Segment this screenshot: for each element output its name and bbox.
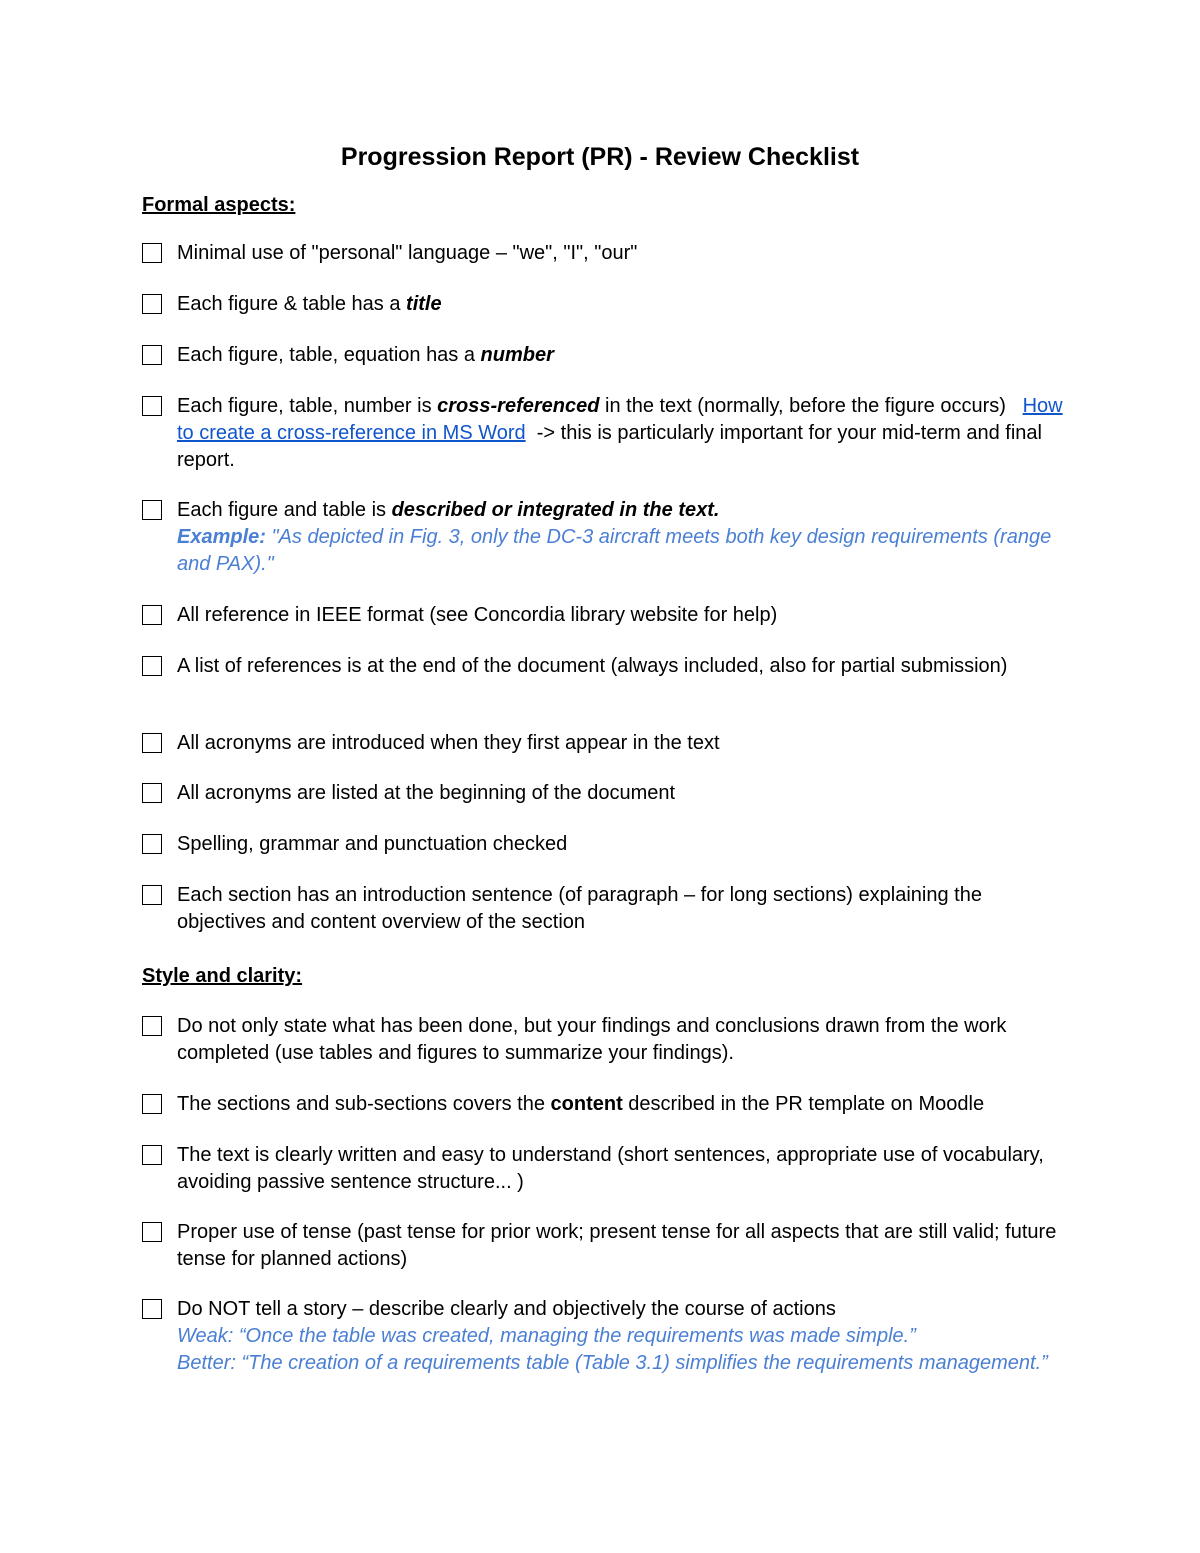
checklist-item-numbering [142, 342, 1072, 369]
emphasis-text: number [480, 344, 554, 366]
checkbox[interactable] [142, 733, 162, 753]
checkbox[interactable] [142, 1222, 162, 1242]
checklist-item-personal-language [142, 240, 1072, 267]
section-heading-style-clarity: Style and clarity: [142, 965, 303, 987]
page-title: Progression Report (PR) - Review Checklist [340, 143, 860, 171]
checklist-item-text: Do not only state what has been done, but your findings and conclusions drawn from the work completed (use tables and figures to summarize your findings). [177, 1015, 1007, 1064]
checkbox[interactable] [142, 500, 162, 520]
emphasis-text: title [406, 293, 442, 315]
emphasis-text: cross-referenced [437, 395, 600, 417]
checklist-item-text: Each section has an introduction sentence (of paragraph – for long sections) explaining the objectives and content overview of the section [177, 884, 982, 933]
checkbox[interactable] [142, 783, 162, 803]
section-heading-formal-aspects: Formal aspects: [142, 194, 296, 216]
checklist-item-text: Each figure & table has a title [177, 293, 442, 315]
example-label: Example: [177, 526, 266, 548]
checkbox[interactable] [142, 345, 162, 365]
checkbox[interactable] [142, 1016, 162, 1036]
example-text: Example: "As depicted in Fig. 3, only the DC-3 aircraft meets both key design requirements (range and PAX)." [177, 526, 1057, 575]
better-example-text: Better: “The creation of a requirements table (Table 3.1) simplifies the requirements management.” [177, 1352, 1048, 1374]
checklist-item-text: The text is clearly written and easy to understand (short sentences, appropriate use of vocabulary, avoiding passive sentence structure... ) [177, 1144, 1044, 1193]
checklist-item-acronyms-listed [142, 780, 1072, 807]
checklist-item-described-in-text [142, 497, 1072, 578]
checklist-item-text: Each figure and table is described or integrated in the text. Example: "As depicted in Fig. 3, only the DC-3 aircraft meets both key design requirements (range and PAX)." [177, 497, 1072, 578]
checkbox[interactable] [142, 294, 162, 314]
checkbox[interactable] [142, 396, 162, 416]
checkbox[interactable] [142, 1094, 162, 1114]
weak-example-text: Weak: “Once the table was created, managing the requirements was made simple.” [177, 1325, 916, 1347]
checklist-item-text: Each figure, table, number is cross-referenced in the text (normally, before the figure occurs) How to create a cross-reference in MS Word -> this is particularly important for your mid-term and final report. [177, 395, 1063, 471]
checkbox[interactable] [142, 834, 162, 854]
checkbox[interactable] [142, 1299, 162, 1319]
checklist-item-acronyms-introduced [142, 730, 1072, 757]
strong-text: content [550, 1093, 623, 1115]
checkbox[interactable] [142, 605, 162, 625]
checklist-item-text: All reference in IEEE format (see Concordia library website for help) [177, 604, 778, 626]
cross-reference-help-link[interactable]: How to create a cross-reference in MS Word [177, 395, 1063, 444]
checklist-item-tense [142, 1219, 1072, 1273]
checklist-item-content-coverage [142, 1091, 1072, 1118]
checklist-item-section-introduction [142, 882, 1072, 936]
checkbox[interactable] [142, 1145, 162, 1165]
checklist-item-clear-writing [142, 1142, 1072, 1196]
checklist-item-text: Spelling, grammar and punctuation checked [177, 833, 568, 855]
checklist-item-text: Do NOT tell a story – describe clearly and objectively the course of actions Weak: “Once the table was created, managing the requirements was made simple.” Better: “The creation of a requirements table (Table 3.1) simplifies the requirements management.” [177, 1296, 1072, 1377]
checklist-item-text: Proper use of tense (past tense for prior work; present tense for all aspects that are still valid; future tense for planned actions) [177, 1221, 1057, 1270]
checkbox[interactable] [142, 885, 162, 905]
checklist-item-text: All acronyms are listed at the beginning of the document [177, 782, 676, 804]
checkbox[interactable] [142, 243, 162, 263]
checkbox[interactable] [142, 656, 162, 676]
checklist-item-text: Minimal use of "personal" language – "we", "I", "our" [177, 242, 638, 264]
checklist-item-text: The sections and sub-sections covers the content described in the PR template on Moodle [177, 1093, 985, 1115]
checklist-item-reference-list [142, 653, 1072, 680]
checklist-item-findings [142, 1013, 1072, 1067]
checklist-item-cross-reference [142, 393, 1072, 474]
checklist-item-ieee-format [142, 602, 1072, 629]
checklist-item-text: All acronyms are introduced when they first appear in the text [177, 732, 720, 754]
checklist-item-no-story [142, 1296, 1072, 1377]
checklist-item-text: A list of references is at the end of the document (always included, also for partial submission) [177, 655, 1008, 677]
emphasis-text: described or integrated in the text. [391, 499, 720, 521]
checklist-item-text: Each figure, table, equation has a number [177, 344, 554, 366]
checklist-item-figure-title [142, 291, 1072, 318]
checklist-item-spelling [142, 831, 1072, 858]
